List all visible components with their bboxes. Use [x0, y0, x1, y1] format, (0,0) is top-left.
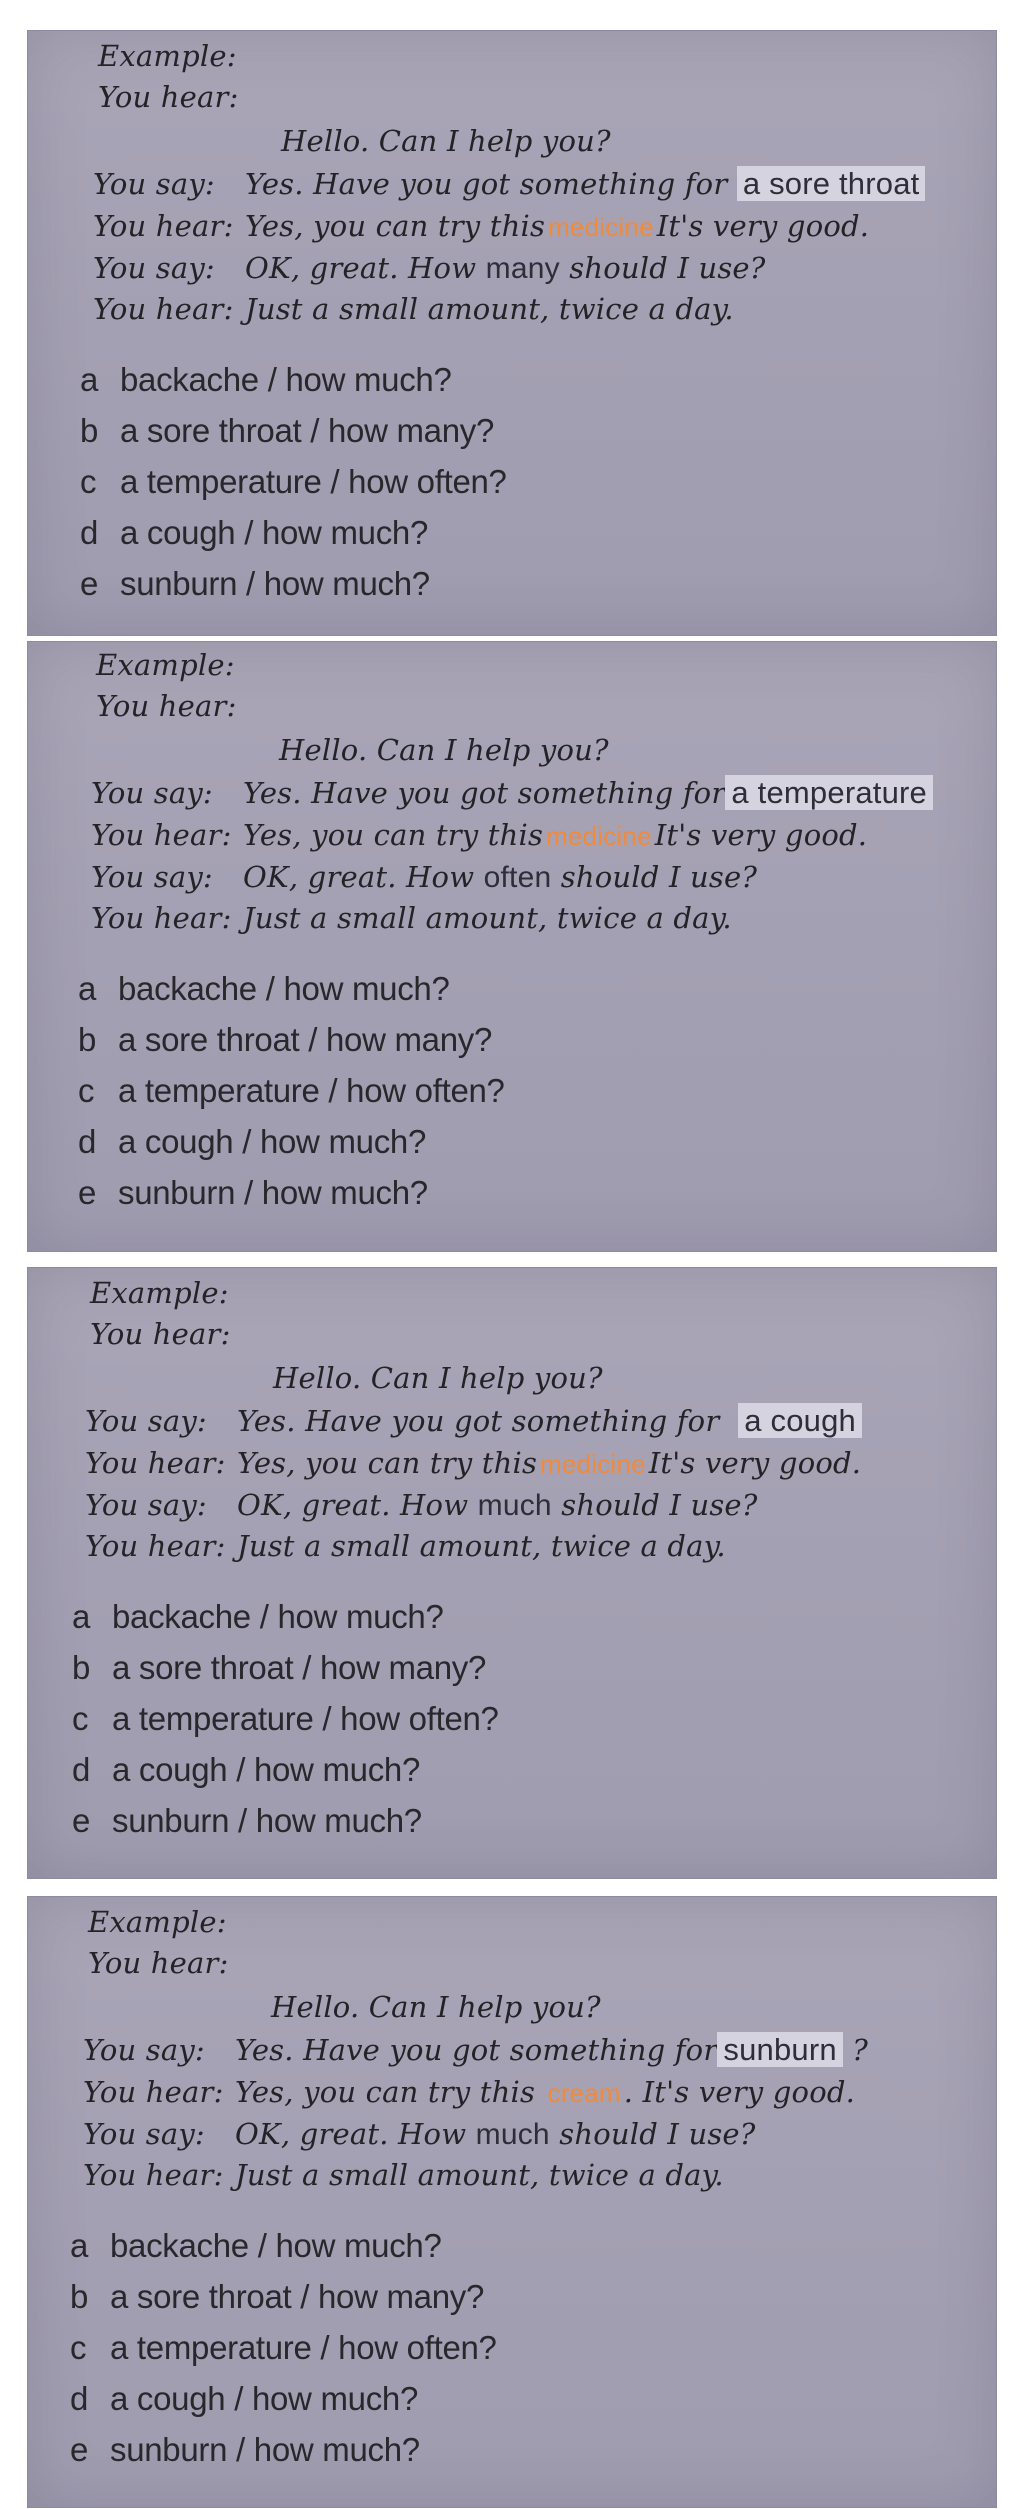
option-d: d a cough / how much?	[80, 514, 428, 551]
exercise-panel-4	[27, 1896, 997, 2508]
example-label: Example:	[90, 1276, 229, 1310]
option-b: b a sore throat / how many?	[78, 1021, 493, 1058]
example-label: Example:	[98, 39, 237, 73]
option-c: c a temperature / how often?	[70, 2329, 497, 2366]
option-c: c a temperature / how often?	[80, 463, 507, 500]
option-c: c a temperature / how often?	[72, 1700, 499, 1737]
you-say-line-1: You say: Yes. Have you got something for a temperature	[91, 773, 933, 813]
ailment-highlight: a sore throat	[737, 166, 926, 201]
you-say-line-1: You say: Yes. Have you got something for a cough	[85, 1401, 862, 1441]
quantifier-word: much	[475, 2118, 550, 2151]
option-b: b a sore throat / how many?	[80, 412, 495, 449]
product-word: medicine	[546, 821, 652, 851]
option-a: a backache / how much?	[80, 361, 452, 398]
exercise-panel-1	[27, 30, 997, 636]
you-hear-line-3: You hear: Just a small amount, twice a day.	[93, 292, 734, 326]
you-hear-line-3: You hear: Just a small amount, twice a day.	[83, 2158, 724, 2192]
option-e: e sunburn / how much?	[70, 2431, 420, 2468]
you-hear-label: You hear:	[88, 1946, 229, 1980]
exercise-panel-2	[27, 641, 997, 1252]
option-e: e sunburn / how much?	[72, 1802, 422, 1839]
you-hear-line-2: You hear: Yes, you can try this cream . It's very good.	[83, 2075, 856, 2109]
exercise-panel-3	[27, 1267, 997, 1879]
you-hear-line-2: You hear: Yes, you can try this medicine It's very good.	[85, 1446, 862, 1480]
option-a: a backache / how much?	[78, 970, 450, 1007]
you-say-line-2: You say: OK, great. How often should I use?	[91, 860, 758, 894]
example-label: Example:	[88, 1905, 227, 1939]
hello-line: Hello. Can I help you?	[273, 1361, 603, 1395]
option-a: a backache / how much?	[72, 1598, 444, 1635]
you-say-line-1: You say: Yes. Have you got something for sunburn ?	[83, 2032, 869, 2067]
product-word: medicine	[540, 1449, 646, 1479]
product-word: medicine	[548, 212, 654, 242]
option-d: d a cough / how much?	[78, 1123, 426, 1160]
option-e: e sunburn / how much?	[78, 1174, 428, 1211]
quantifier-word: often	[483, 861, 552, 894]
you-hear-line-2: You hear: Yes, you can try this medicine It's very good.	[93, 209, 870, 243]
hello-line: Hello. Can I help you?	[271, 1990, 601, 2024]
hello-line: Hello. Can I help you?	[281, 124, 611, 158]
option-d: d a cough / how much?	[72, 1751, 420, 1788]
option-b: b a sore throat / how many?	[72, 1649, 487, 1686]
quantifier-word: many	[485, 252, 560, 285]
you-hear-label: You hear:	[90, 1317, 231, 1351]
you-say-line-2: You say: OK, great. How much should I use?	[83, 2117, 756, 2151]
you-hear-line-3: You hear: Just a small amount, twice a day.	[91, 901, 732, 935]
you-hear-label: You hear:	[96, 689, 237, 723]
you-hear-label: You hear:	[98, 80, 239, 114]
ailment-highlight: a cough	[738, 1403, 862, 1438]
you-hear-line-3: You hear: Just a small amount, twice a day.	[85, 1529, 726, 1563]
option-e: e sunburn / how much?	[80, 565, 430, 602]
example-label: Example:	[96, 648, 235, 682]
quantifier-word: much	[477, 1489, 552, 1522]
ailment-highlight: a temperature	[725, 775, 933, 810]
hello-line: Hello. Can I help you?	[279, 733, 609, 767]
you-hear-line-2: You hear: Yes, you can try this medicine It's very good.	[91, 818, 868, 852]
option-c: c a temperature / how often?	[78, 1072, 505, 1109]
you-say-line-2: You say: OK, great. How much should I use?	[85, 1488, 758, 1522]
product-word: cream	[547, 2078, 621, 2108]
you-say-line-2: You say: OK, great. How many should I use?	[93, 251, 766, 285]
option-d: d a cough / how much?	[70, 2380, 418, 2417]
option-a: a backache / how much?	[70, 2227, 442, 2264]
ailment-highlight: sunburn	[717, 2032, 842, 2067]
option-b: b a sore throat / how many?	[70, 2278, 485, 2315]
you-say-line-1: You say: Yes. Have you got something for a sore throat	[93, 164, 925, 204]
